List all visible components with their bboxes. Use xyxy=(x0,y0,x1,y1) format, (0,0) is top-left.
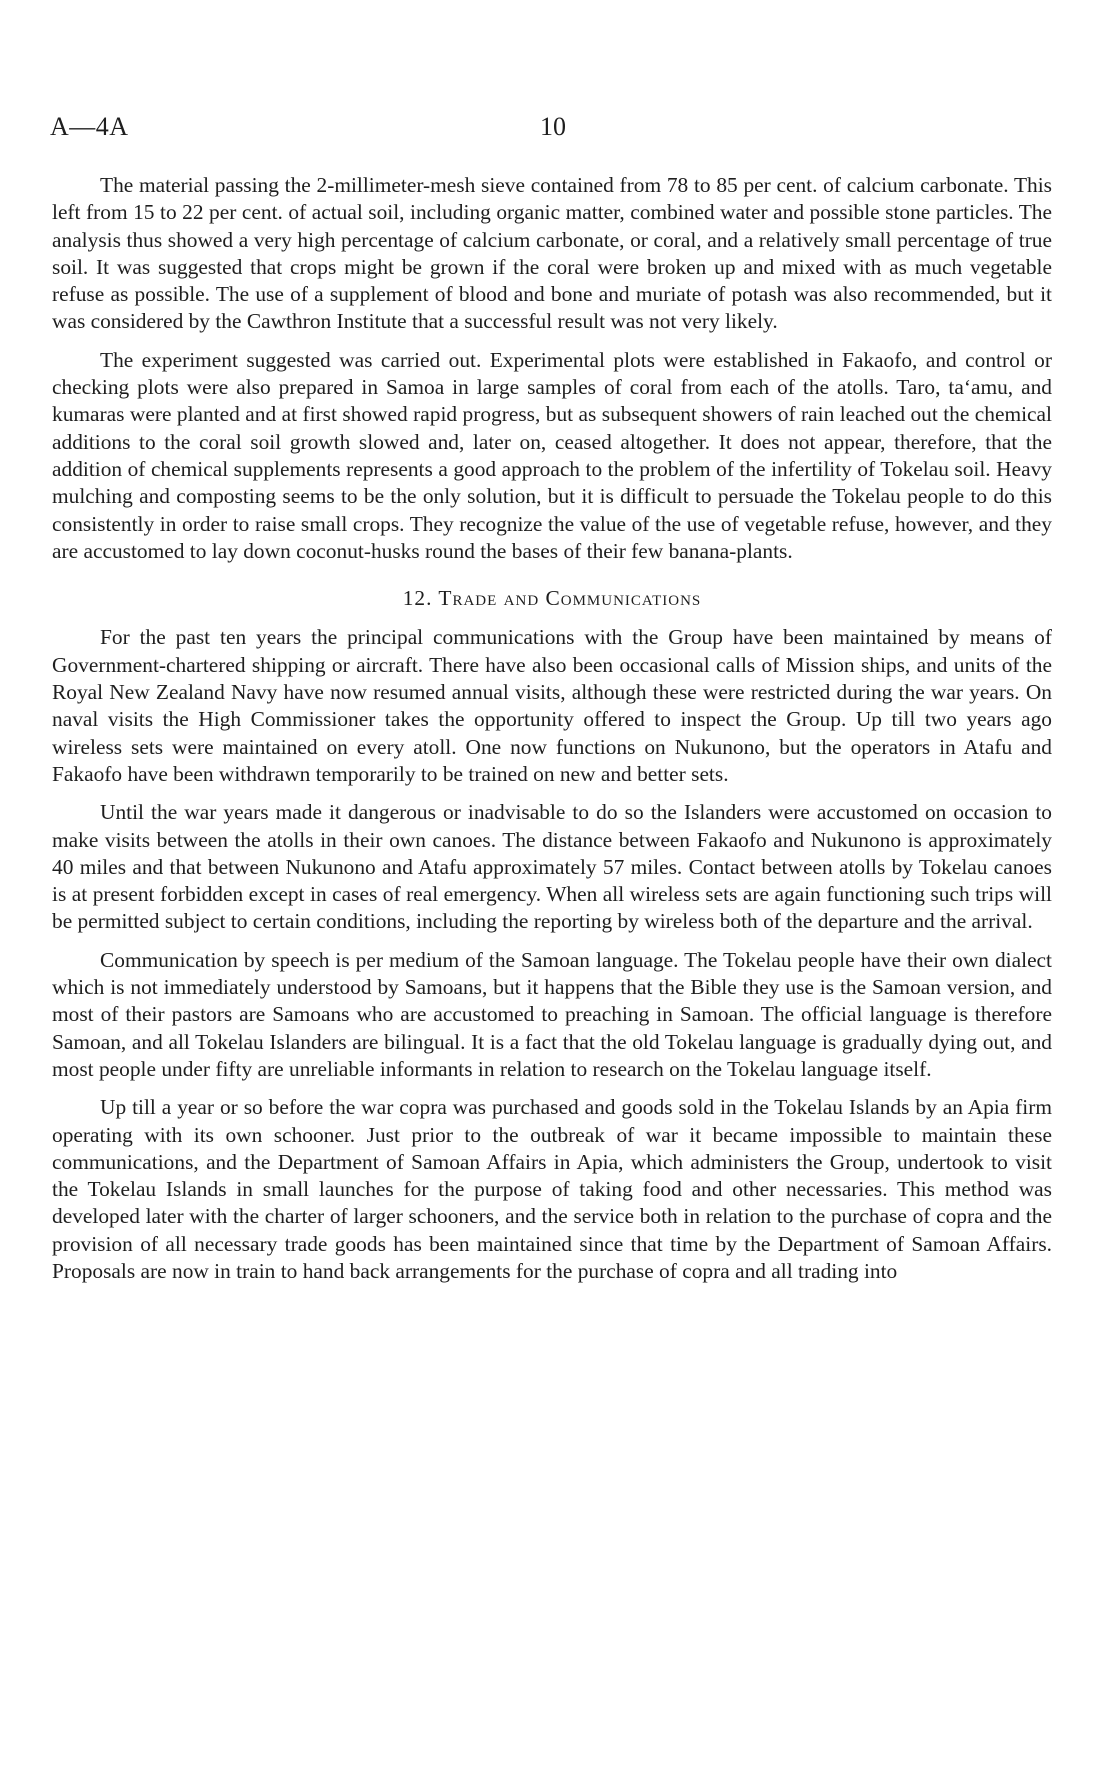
page-body xyxy=(52,172,1052,1296)
paragraph: Until the war years made it dangerous or inadvisable to do so the Islanders were accustomed on occasion to make visits between the atolls in their own canoes. The distance between Fakaofo and Nukunono is approximately 40 miles and that between Nukunono and Atafu approximately 57 miles. Contact between atolls by Tokelau canoes is at present forbidden except in cases of real emergency. When all wireless sets are again functioning such trips will be permitted subject to certain conditions, including the reporting by wireless both of the departure and the arrival. xyxy=(52,800,1052,934)
paragraph: The material passing the 2-millimeter-mesh sieve contained from 78 to 85 per cent. of calcium carbonate. This left from 15 to 22 per cent. of actual soil, including organic matter, combined water and possible stone particles. The analysis thus showed a very high percentage of calcium carbonate, or coral, and a relatively small percentage of true soil. It was suggested that crops might be grown if the coral were broken up and mixed with as much vegetable refuse as possible. The use of a supplement of blood and bone and muriate of potash was also recommended, but it was considered by the Cawthron Institute that a successful result was not very likely. xyxy=(52,173,1052,334)
page-header xyxy=(50,112,1050,152)
paragraph: The experiment suggested was carried out. Experimental plots were established in Fakaofo, and control or checking plots were also prepared in Samoa in large samples of coral from each of the atolls. Taro, ta‘amu, and kumaras were planted and at first showed rapid progress, but as subsequent showers of rain leached out the chemical additions to the coral soil growth slowed and, later on, ceased altogether. It does not appear, therefore, that the addition of chemical supplements represents a good approach to the problem of the infertility of Tokelau soil. Heavy mulching and composting seems to be the only solution, but it is difficult to persuade the Tokelau people to do this consistently in order to raise small crops. They recognize the value of the use of vegetable refuse, however, and they are accustomed to lay down coconut-husks round the bases of their few banana-plants. xyxy=(52,347,1052,563)
page-number: 10 xyxy=(540,112,566,141)
paragraph: For the past ten years the principal communications with the Group have been maintained by means of Government-chartered shipping or aircraft. There have also been occasional calls of Mission ships, and units of the Royal New Zealand Navy have now resumed annual visits, although these were restricted during the war years. On naval visits the High Commissioner takes the opportunity offered to inspect the Group. Up till two years ago wireless sets were maintained on every atoll. One now functions on Nukunono, but the operators in Atafu and Fakaofo have been withdrawn temporarily to be trained on new and better sets. xyxy=(52,625,1052,786)
paragraph: Up till a year or so before the war copra was purchased and goods sold in the Tokelau Islands by an Apia firm operating with its own schooner. Just prior to the outbreak of war it became impossible to maintain these communications, and the Department of Samoan Affairs in Apia, which administers the Group, undertook to visit the Tokelau Islands in small launches for the purpose of taking food and other necessaries. This method was developed later with the charter of larger schooners, and the service both in relation to the purchase of copra and the provision of all necessary trade goods has been maintained since that time by the Department of Samoan Affairs. Proposals are now in train to hand back arrangements for the purchase of copra and all trading into xyxy=(52,1095,1052,1283)
document-reference: A—4A xyxy=(50,112,129,141)
section-heading: 12. Trade and Communications xyxy=(402,586,702,611)
paragraph: Communication by speech is per medium of the Samoan language. The Tokelau people have their own dialect which is not immediately understood by Samoans, but it happens that the Bible they use is the Samoan version, and most of their pastors are Samoans who are accustomed to preaching in Samoan. The official language is therefore Samoan, and all Tokelau Islanders are bilingual. It is a fact that the old Tokelau language is gradually dying out, and most people under fifty are unreliable informants in relation to research on the Tokelau language itself. xyxy=(52,947,1052,1081)
